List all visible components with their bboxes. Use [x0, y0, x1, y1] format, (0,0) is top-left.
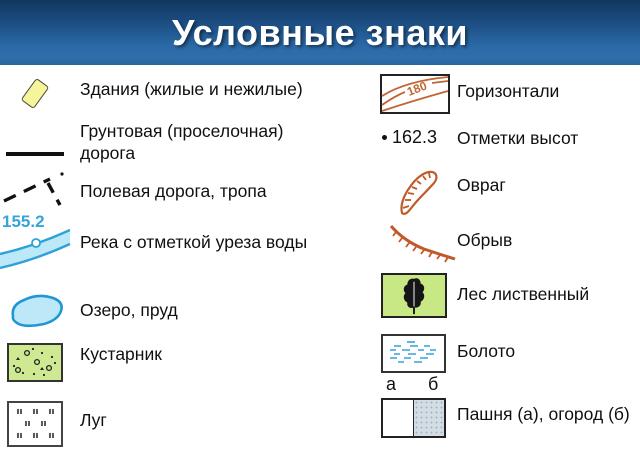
- legend-label-swamp: Болото: [457, 341, 516, 361]
- legend-label-lake: Озеро, пруд: [80, 300, 178, 320]
- legend-label-contours: Горизонтали: [457, 81, 560, 101]
- legend-label-cliff: Обрыв: [457, 230, 513, 250]
- garden-b-swatch: [414, 400, 444, 436]
- river-symbol: [0, 224, 70, 270]
- shrub-symbol: [7, 343, 63, 382]
- ravine-symbol: [394, 167, 444, 219]
- page-title: Условные знаки: [172, 11, 468, 53]
- legend-label-meadow: Луг: [80, 410, 107, 430]
- field-sub-label-a: а: [386, 374, 397, 394]
- legend-label-building: Здания (жилые и нежилые): [80, 79, 303, 99]
- building-symbol: [21, 78, 50, 109]
- contour-value-text: 180: [405, 78, 429, 99]
- field-road-symbol: [2, 169, 68, 213]
- elevation-point-icon: [382, 135, 387, 140]
- tree-icon: [394, 276, 434, 316]
- legend-label-shrub: Кустарник: [80, 344, 162, 364]
- slide-header: [0, 0, 640, 65]
- legend-label-field-road: Полевая дорога, тропа: [80, 181, 267, 201]
- elevation-value: 162.3: [392, 127, 438, 147]
- legend-label-elevation: Отметки высот: [457, 128, 579, 148]
- legend-label-field-garden: Пашня (а), огород (б): [457, 404, 630, 424]
- elevation-symbol: [382, 127, 437, 148]
- legend-label-ravine: Овраг: [457, 175, 506, 195]
- lake-symbol: [8, 292, 68, 330]
- contours-symbol: [380, 74, 450, 114]
- legend-label-forest: Лес лиственный: [457, 284, 590, 304]
- dirt-road-symbol: [6, 152, 64, 156]
- cliff-symbol: [388, 221, 458, 265]
- meadow-symbol: [7, 401, 63, 447]
- field-garden-symbol: [381, 398, 446, 438]
- forest-symbol: [381, 273, 447, 318]
- legend-label-river: Река с отметкой уреза воды: [80, 232, 308, 252]
- swamp-symbol: [381, 334, 446, 373]
- field-a-swatch: [383, 400, 414, 436]
- field-sub-label-b: б: [428, 374, 439, 394]
- legend-label-dirt-road: Грунтовая (проселочная) дорога: [80, 121, 284, 163]
- river-water-mark: 155.2: [2, 212, 45, 231]
